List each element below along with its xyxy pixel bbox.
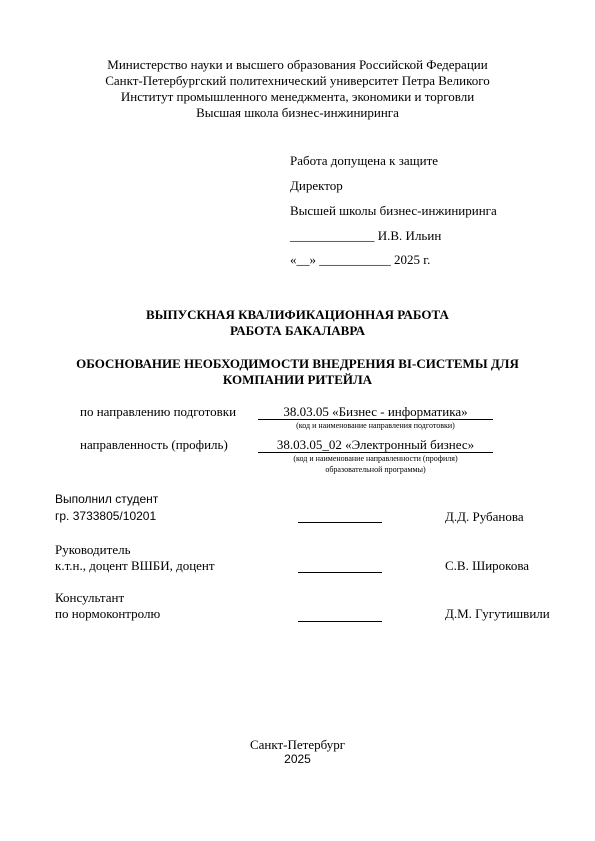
student-role: Выполнил студент: [55, 492, 159, 506]
work-type-line-1: ВЫПУСКНАЯ КВАЛИФИКАЦИОННАЯ РАБОТА: [146, 307, 449, 322]
consultant-name: Д.М. Гугутишвили: [445, 606, 550, 621]
consultant-signature-line: [298, 621, 382, 622]
supervisor-name: С.В. Широкова: [445, 558, 530, 573]
supervisor-role: Руководитель: [55, 542, 131, 557]
student-group: гр. 3733805/10201: [55, 509, 157, 523]
topic-line-1: ОБОСНОВАНИЕ НЕОБХОДИМОСТИ ВНЕДРЕНИЯ BI-СИСТЕМЫ ДЛЯ: [76, 356, 519, 371]
approval-signature-line: _____________ И.В. Ильин: [290, 228, 442, 243]
direction-label: по направлению подготовки: [80, 404, 237, 419]
approval-line-2: Директор: [290, 178, 343, 193]
supervisor-title: к.т.н., доцент ВШБИ, доцент: [55, 558, 215, 573]
direction-caption: (код и наименование направления подготовки): [296, 421, 455, 430]
ministry-line: Министерство науки и высшего образования Российской Федерации: [107, 57, 488, 72]
student-name: Д.Д. Рубанова: [445, 509, 524, 524]
profile-caption-line-2: образовательной программы): [325, 465, 426, 474]
profile-caption-line-1: (код и наименование направленности (профиля): [293, 454, 458, 463]
university-line: Санкт-Петербургский политехнический университет Петра Великого: [105, 73, 490, 88]
institute-line: Институт промышленного менеджмента, экономики и торговли: [120, 89, 475, 104]
work-type-line-2: РАБОТА БАКАЛАВРА: [230, 323, 365, 338]
topic-line-2: КОМПАНИИ РИТЕЙЛА: [222, 372, 373, 387]
supervisor-signature-line: [298, 572, 382, 573]
direction-value: 38.03.05 «Бизнес - информатика»: [283, 404, 468, 419]
profile-label: направленность (профиль): [80, 437, 228, 452]
school-line: Высшая школа бизнес-инжиниринга: [196, 105, 399, 120]
approval-date-line: «__» ___________ 2025 г.: [290, 252, 431, 267]
footer-year: 2025: [284, 752, 311, 766]
footer-city: Санкт-Петербург: [249, 737, 346, 752]
approval-line-3: Высшей школы бизнес-инжиниринга: [290, 203, 497, 218]
student-signature-line: [298, 522, 382, 523]
profile-value: 38.03.05_02 «Электронный бизнес»: [276, 437, 475, 452]
consultant-area: по нормоконтролю: [55, 606, 161, 621]
approval-line-1: Работа допущена к защите: [290, 153, 439, 168]
consultant-role: Консультант: [55, 590, 125, 605]
